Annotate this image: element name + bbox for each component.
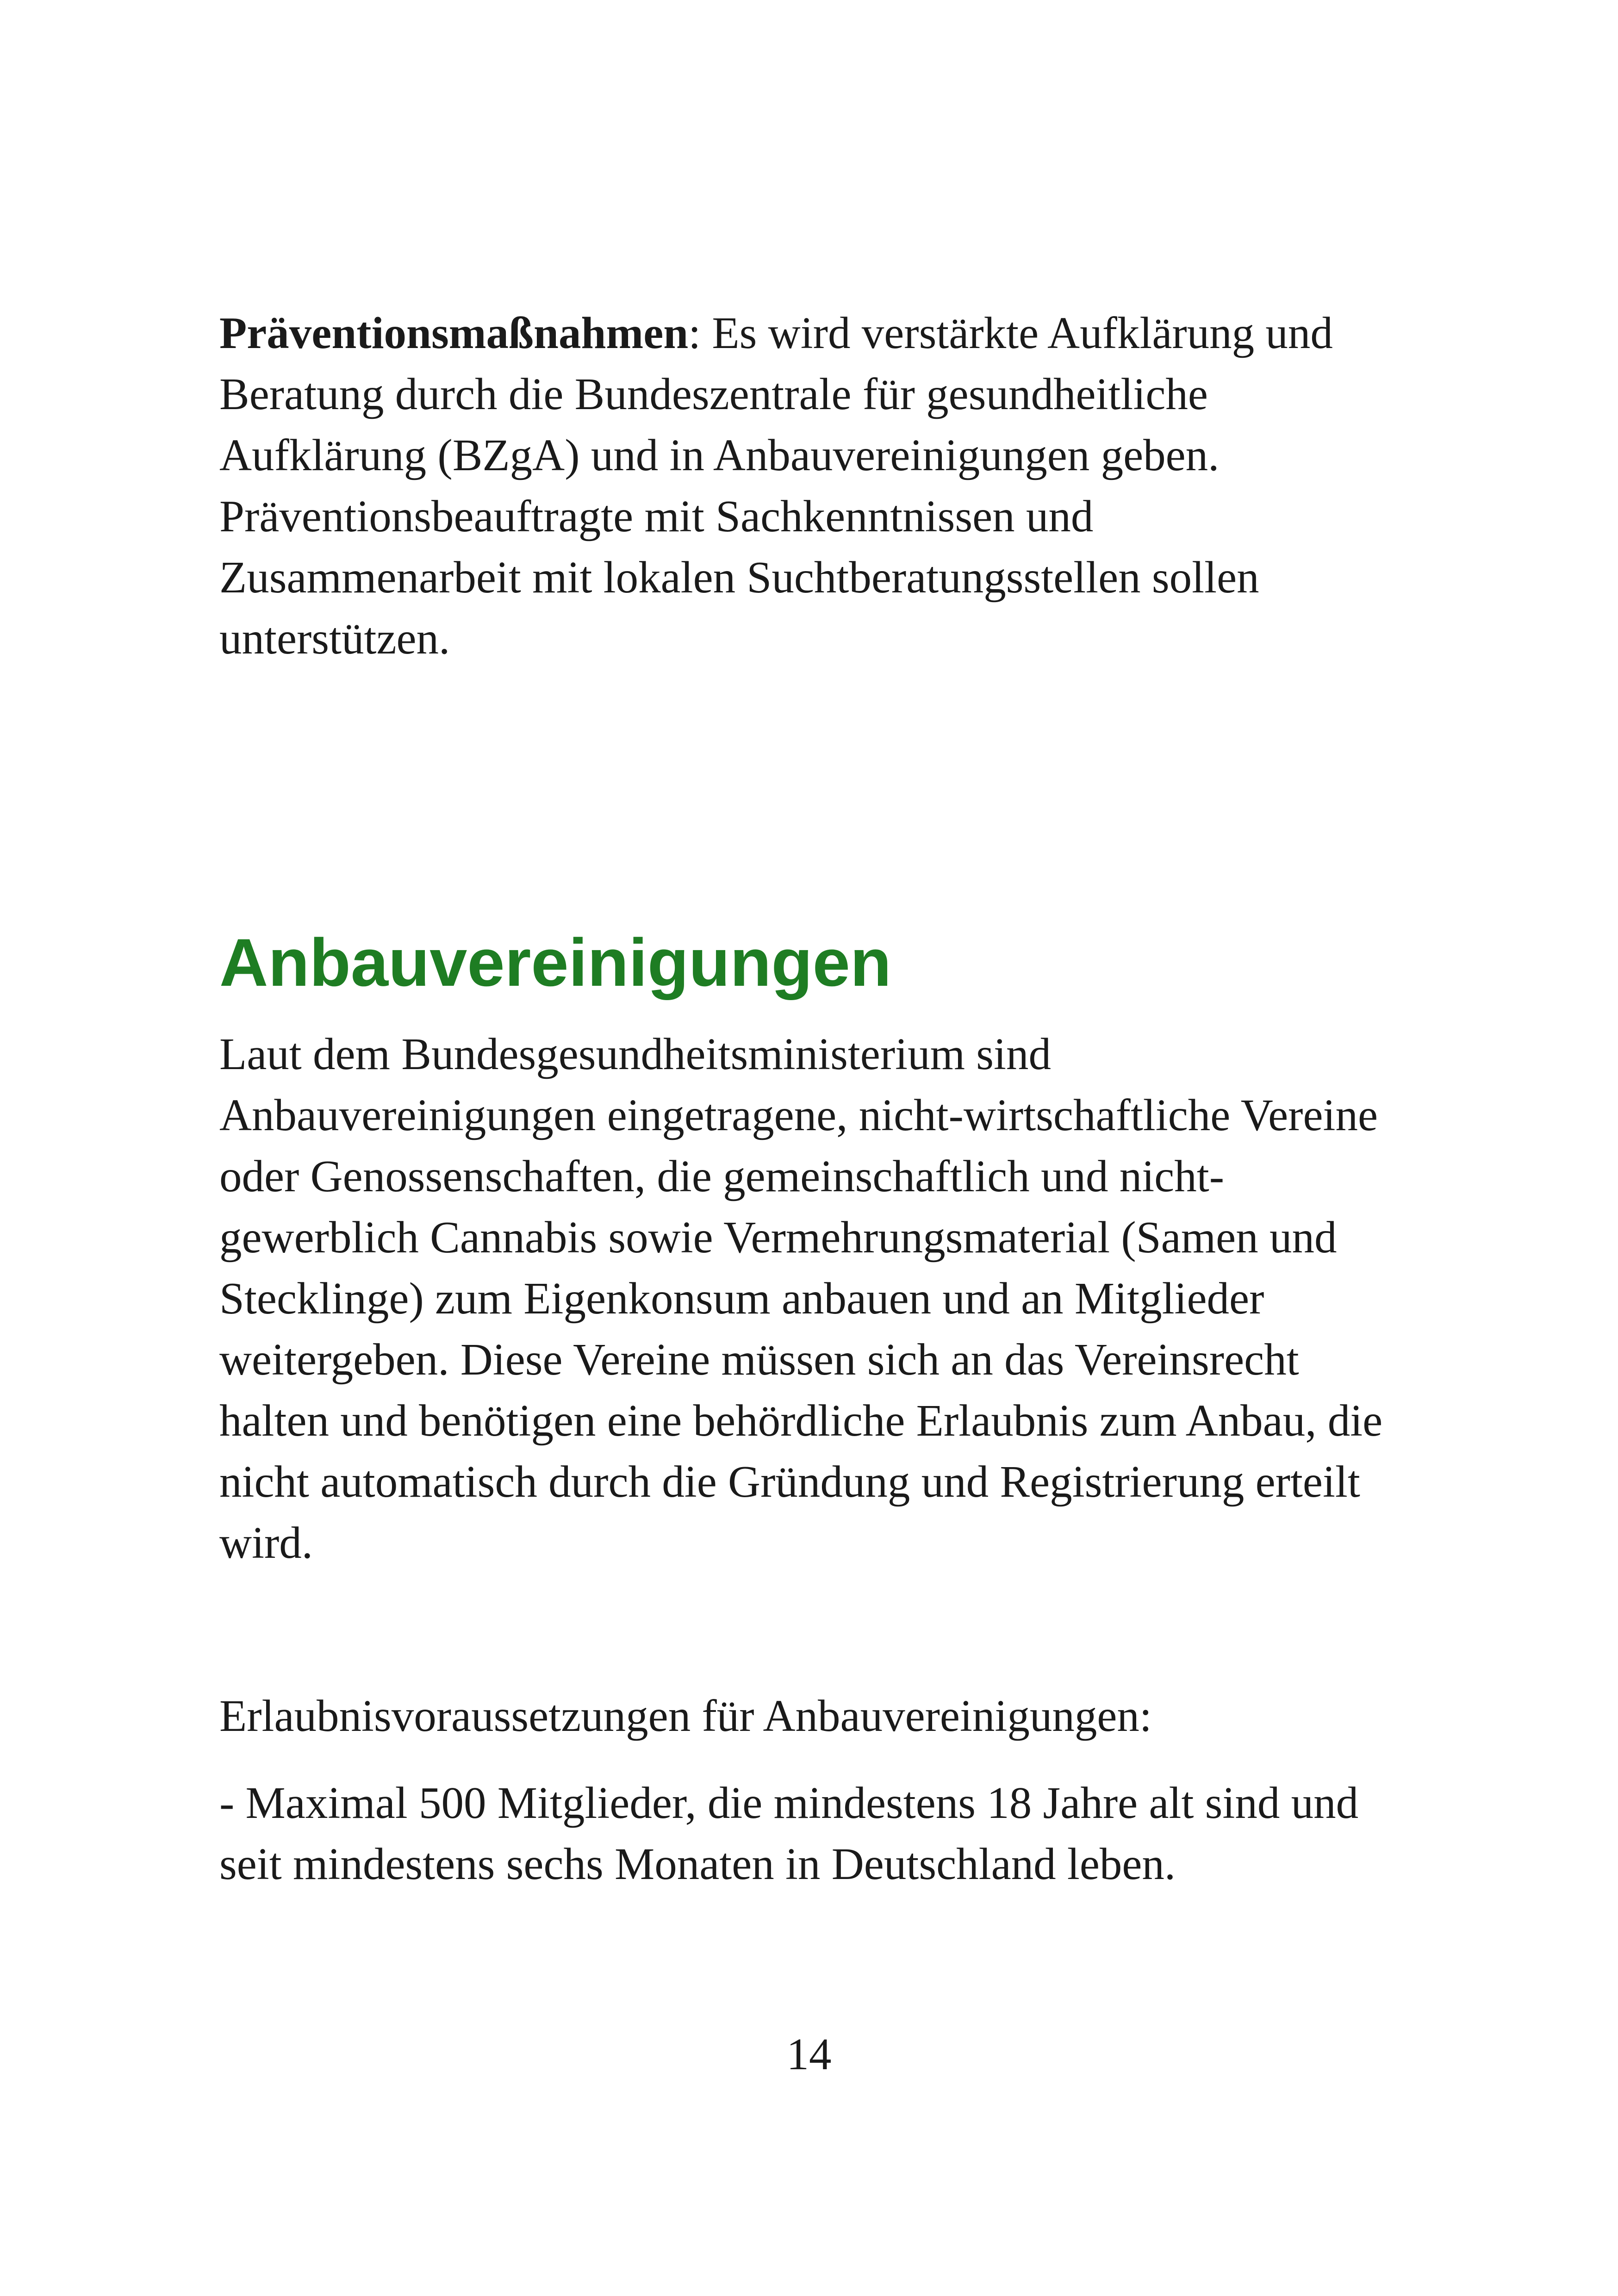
requirements-intro-text: Erlaubnisvoraussetzungen für Anbauvereinigungen: — [219, 1691, 1152, 1741]
prevention-text — [219, 303, 1404, 669]
requirements-intro-paragraph — [219, 1686, 1404, 1747]
requirement-list-item — [219, 1773, 1404, 1895]
page-number: 14 — [786, 2029, 832, 2079]
section-heading: Anbauvereinigungen — [219, 925, 892, 1000]
prevention-label: Präventionsmaßnahmen — [219, 308, 689, 358]
prevention-body: Es wird verstärkte Aufklärung und Beratung durch die Bundeszentrale für gesundheitliche Aufklärung (BZgA) und in Anbauvereinigungen geben. Präventionsbeauftragte mit Sachkenntnissen und Zusammenarbeit mit lokalen Suchtberatungsstellen sollen unterstützen. — [219, 308, 1333, 663]
requirement-text: - Maximal 500 Mitglieder, die mindestens 18 Jahre alt sind und seit mindestens sechs Monaten in Deutschland leben. — [219, 1778, 1359, 1889]
definition-paragraph — [219, 1024, 1404, 1574]
prevention-paragraph — [219, 303, 1404, 669]
definition-text: Laut dem Bundesgesundheitsministerium sind Anbauvereinigungen eingetragene, nicht-wirtschaftliche Vereine oder Genossenschaften, die gemeinschaftlich und nicht-gewerblich Cannabis sowie Vermehrungsmaterial (Samen und Stecklinge) zum Eigenkonsum anbauen und an Mitglieder weitergeben. Diese Vereine müssen sich an das Vereinsrecht halten und benötigen eine behördliche Erlaubnis zum Anbau, die nicht automatisch durch die Gründung und Registrierung erteilt wird. — [219, 1029, 1383, 1568]
prevention-separator: : — [688, 308, 701, 358]
